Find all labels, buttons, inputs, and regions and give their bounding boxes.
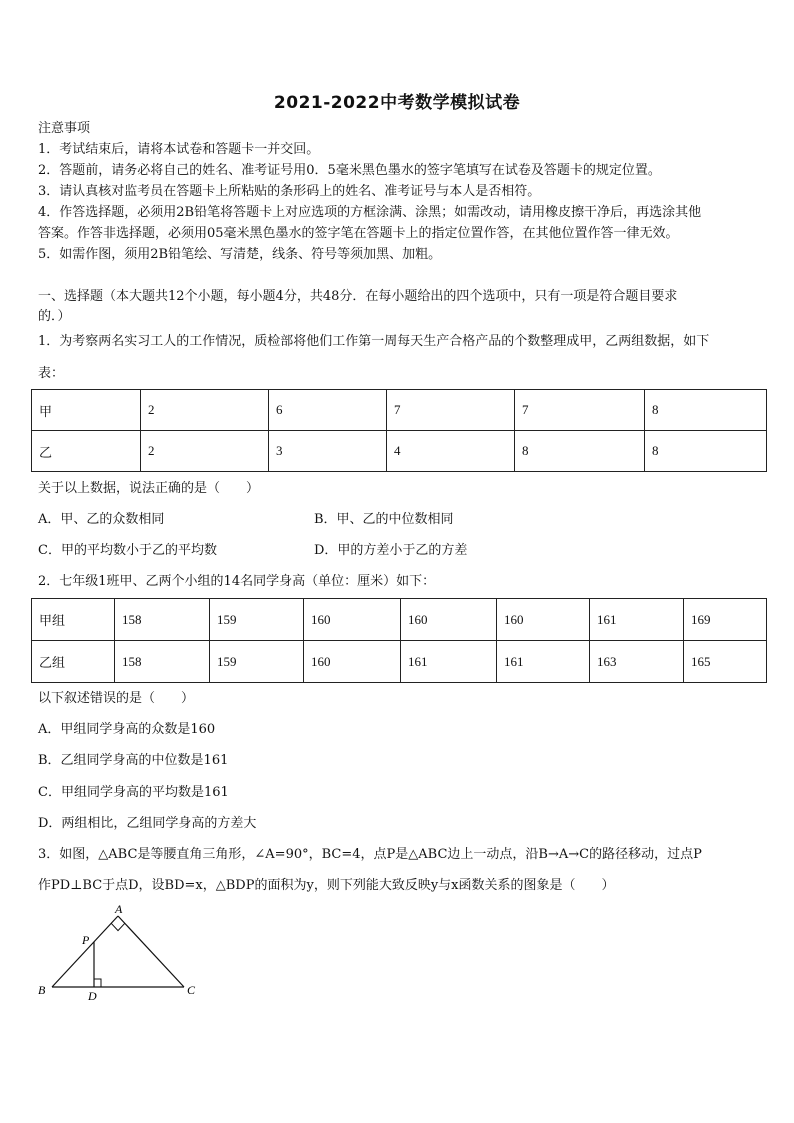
notice-item: 2．答题前，请务必将自己的姓名、准考证号用0．5毫米黑色墨水的签字笔填写在试卷及答题卡的规定位置。 <box>38 163 661 178</box>
table-cell: 161 <box>401 641 497 683</box>
q2-question: 以下叙述错误的是（ ） <box>38 691 195 706</box>
table-cell: 甲组 <box>32 599 115 641</box>
table-cell: 161 <box>497 641 590 683</box>
q1-option-b: B．甲、乙的中位数相同 <box>314 512 454 527</box>
right-angle-mark-d <box>94 979 101 987</box>
label-b: B <box>38 983 46 997</box>
q2-option-c: C．甲组同学身高的平均数是161 <box>38 785 229 800</box>
q1-question: 关于以上数据，说法正确的是（ ） <box>38 481 260 496</box>
label-p: P <box>82 933 90 947</box>
q1-option-c: C．甲的平均数小于乙的平均数 <box>38 543 217 558</box>
q1-table <box>31 389 767 472</box>
q1-option-a: A．甲、乙的众数相同 <box>38 512 165 527</box>
table-cell: 159 <box>210 641 304 683</box>
q2-option-a: A．甲组同学身高的众数是160 <box>38 722 216 737</box>
table-cell: 160 <box>497 599 590 641</box>
notice-item: 5．如需作图，须用2B铅笔绘、写清楚，线条、符号等须加黑、加粗。 <box>38 247 442 262</box>
q2-stem: 2．七年级1班甲、乙两个小组的14名同学身高（单位：厘米）如下： <box>38 574 436 589</box>
label-d: D <box>88 989 97 1002</box>
table-cell: 161 <box>590 599 684 641</box>
table-cell: 8 <box>515 431 645 472</box>
notice-heading: 注意事项 <box>38 121 91 136</box>
q3-stem: 3．如图，△ABC是等腰直角三角形，∠A=90°，BC=4，点P是△ABC边上一动点，沿B→A→C的路径移动，过点P <box>38 847 702 862</box>
segment-ac <box>118 916 184 987</box>
q1-stem-cont: 表： <box>38 366 65 381</box>
table-cell: 160 <box>304 599 401 641</box>
q2-option-d: D．两组相比，乙组同学身高的方差大 <box>38 816 257 831</box>
q2-option-b: B．乙组同学身高的中位数是161 <box>38 753 229 768</box>
table-cell: 6 <box>269 390 387 431</box>
exam-title: 2021-2022中考数学模拟试卷 <box>273 93 521 113</box>
notice-item: 答案。作答非选择题，必须用05毫米黑色墨水的签字笔在答题卡上的指定位置作答，在其他位置作答一律无效。 <box>38 226 679 241</box>
table-row <box>32 641 767 683</box>
right-angle-mark-a <box>111 923 125 930</box>
table-cell: 8 <box>645 431 767 472</box>
table-cell: 158 <box>115 641 210 683</box>
table-row <box>32 390 767 431</box>
q1-stem: 1．为考察两名实习工人的工作情况，质检部将他们工作第一周每天生产合格产品的个数整理成甲，乙两组数据，如下 <box>38 334 710 349</box>
table-cell: 2 <box>141 431 269 472</box>
triangle-figure <box>34 902 204 1002</box>
table-cell: 158 <box>115 599 210 641</box>
table-cell: 8 <box>645 390 767 431</box>
table-cell: 乙组 <box>32 641 115 683</box>
q2-table <box>31 598 767 683</box>
table-cell: 乙 <box>32 431 141 472</box>
segment-ab <box>52 916 118 987</box>
table-cell: 7 <box>387 390 515 431</box>
table-cell: 163 <box>590 641 684 683</box>
table-row <box>32 431 767 472</box>
q3-stem-cont: 作PD⊥BC于点D，设BD=x，△BDP的面积为y，则下列能大致反映y与x函数关系的图象是（ ） <box>38 878 615 893</box>
table-cell: 3 <box>269 431 387 472</box>
section-heading-cont: 的．） <box>38 309 71 324</box>
table-row <box>32 599 767 641</box>
table-cell: 160 <box>401 599 497 641</box>
table-cell: 4 <box>387 431 515 472</box>
section-heading: 一、选择题（本大题共12个小题，每小题4分，共48分．在每小题给出的四个选项中，只有一项是符合题目要求 <box>38 289 678 304</box>
table-cell: 甲 <box>32 390 141 431</box>
label-c: C <box>187 983 196 997</box>
q1-option-d: D．甲的方差小于乙的方差 <box>314 543 468 558</box>
label-a: A <box>115 902 123 916</box>
table-cell: 160 <box>304 641 401 683</box>
notice-item: 4．作答选择题，必须用2B铅笔将答题卡上对应选项的方框涂满、涂黑；如需改动，请用橡皮擦干净后，再选涂其他 <box>38 205 702 220</box>
notice-item: 3．请认真核对监考员在答题卡上所粘贴的条形码上的姓名、准考证号与本人是否相符。 <box>38 184 541 199</box>
table-cell: 2 <box>141 390 269 431</box>
table-cell: 159 <box>210 599 304 641</box>
table-cell: 7 <box>515 390 645 431</box>
notice-item: 1．考试结束后，请将本试卷和答题卡一并交回。 <box>38 142 320 157</box>
table-cell: 165 <box>684 641 767 683</box>
table-cell: 169 <box>684 599 767 641</box>
